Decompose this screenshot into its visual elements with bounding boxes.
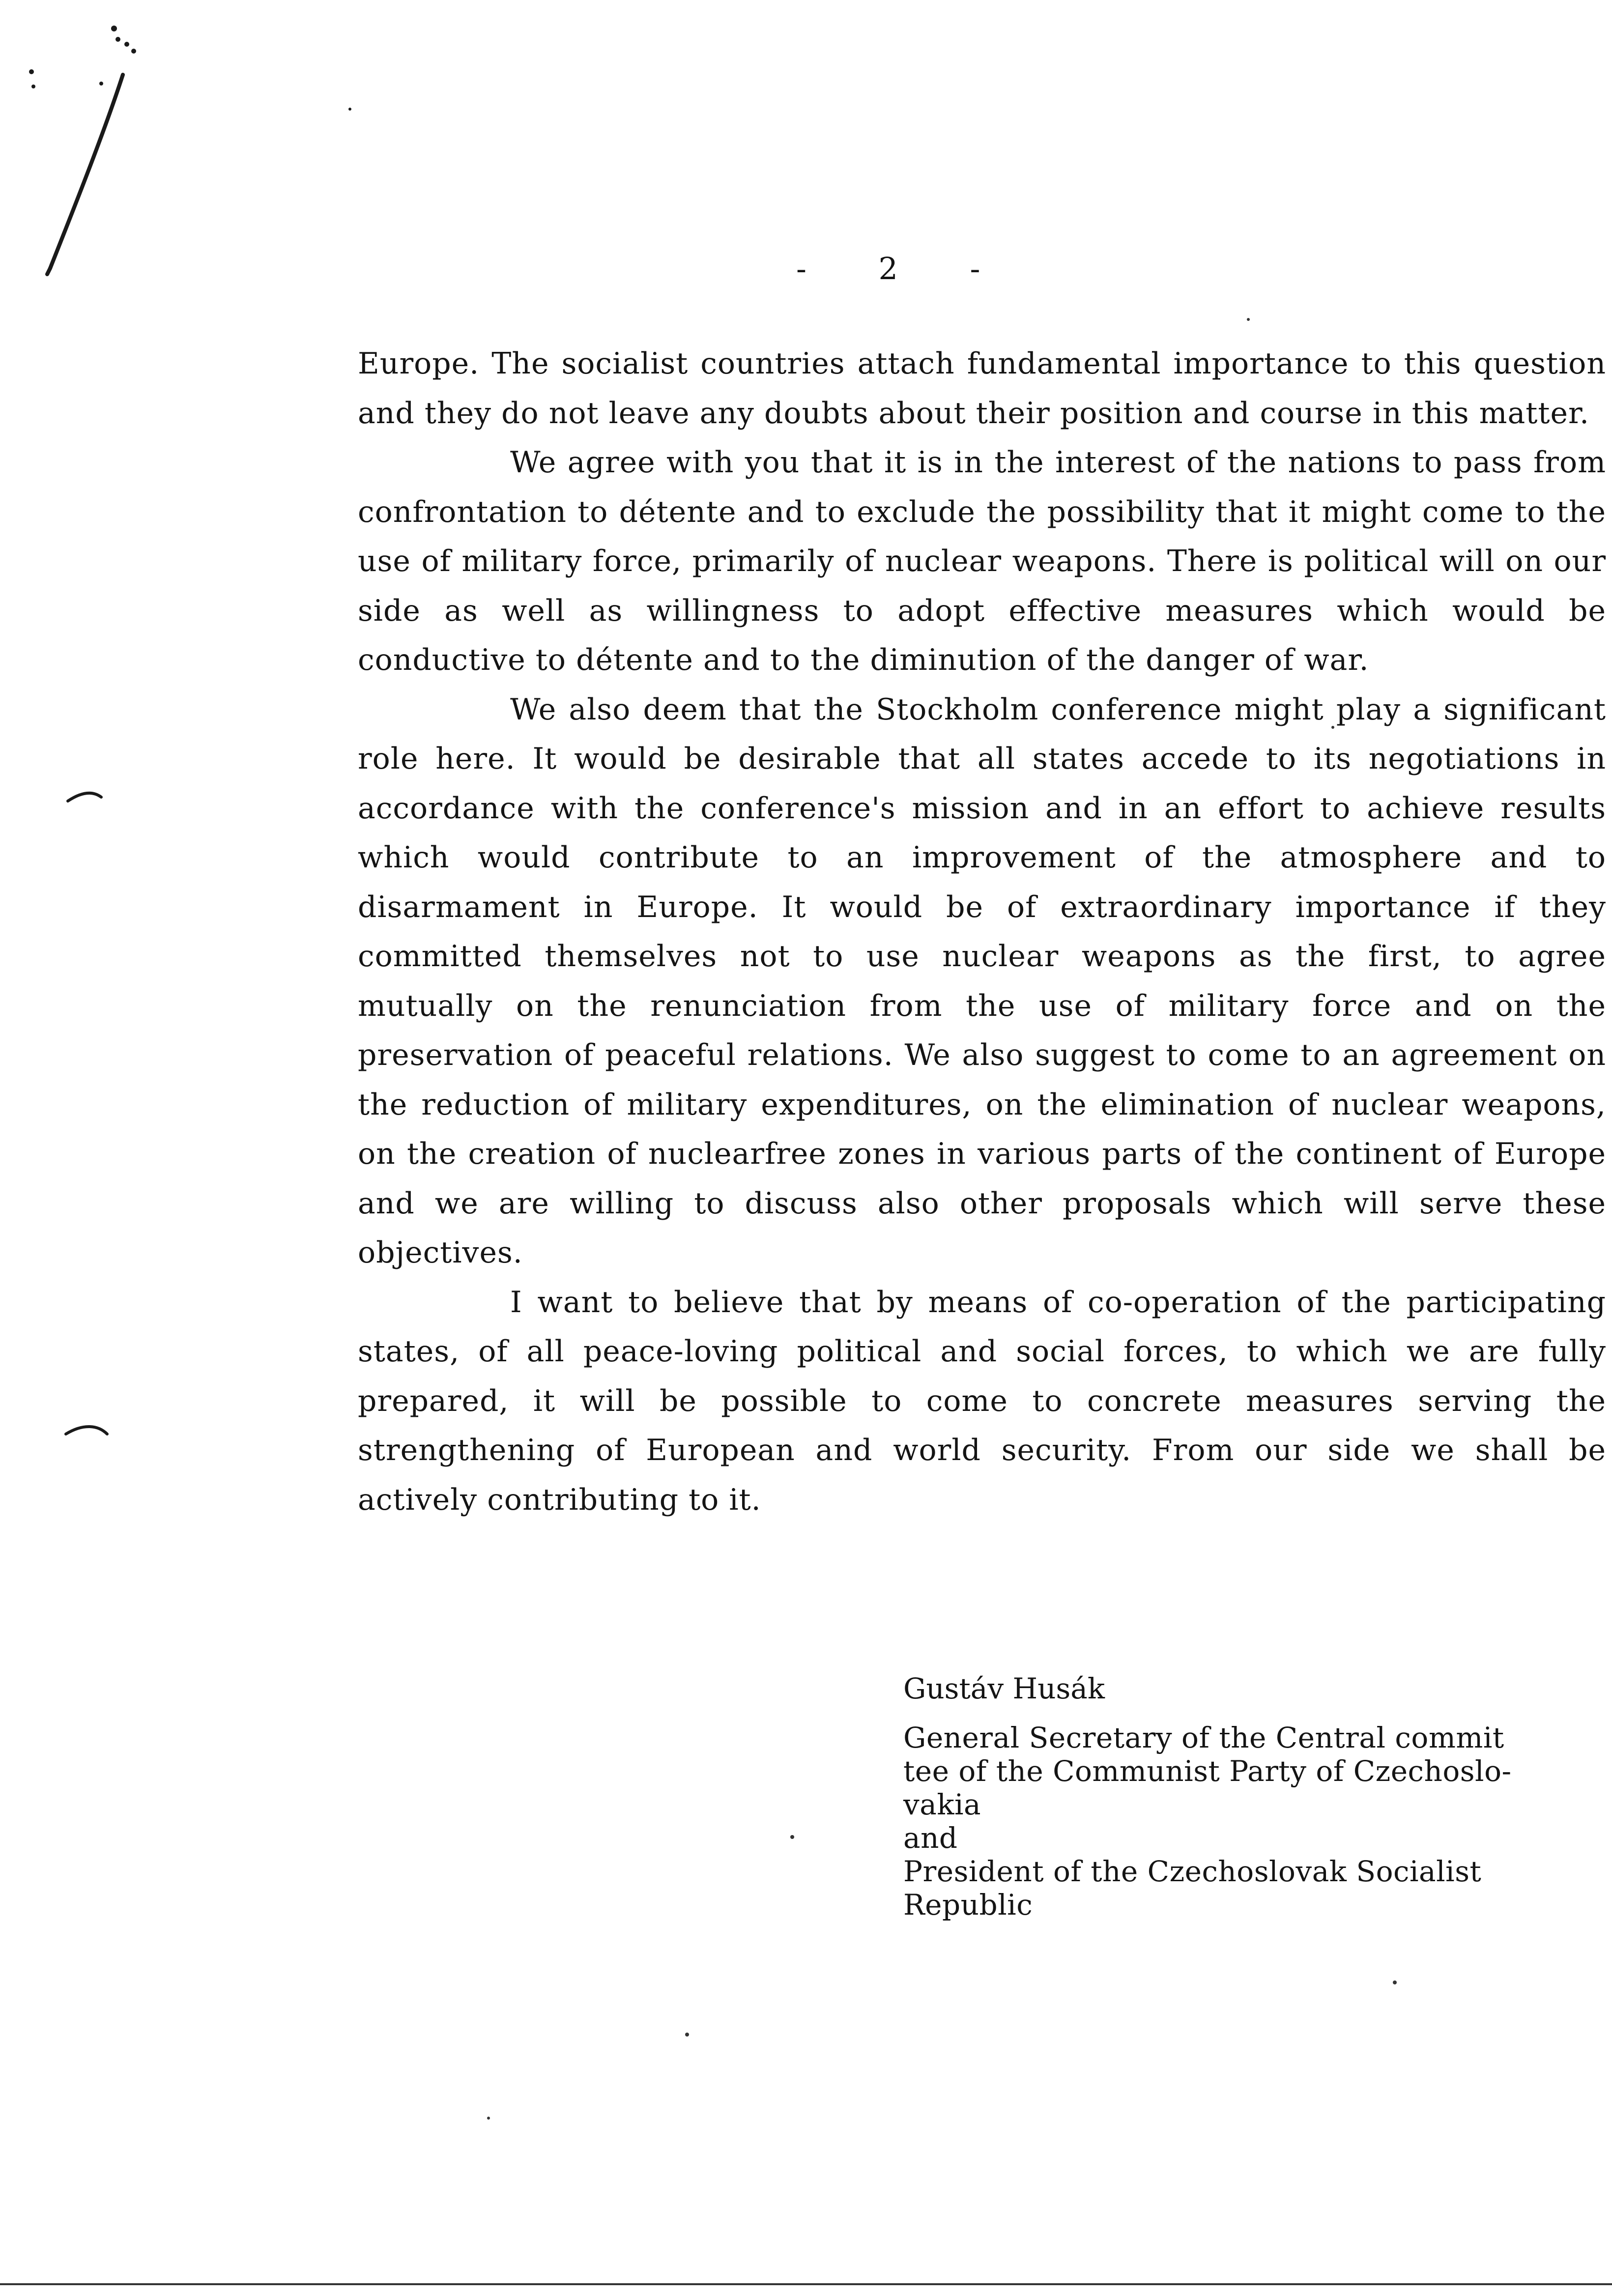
paragraph: We agree with you that it is in the interest of the nations to pass from confrontation to détente and to exclude the possibility that it might come to the use of military force, primarily of nuclear weapons. There is political will on our side as well as willingness to adopt effective measures which would be conductive to détente and to the diminution of the danger of war. [358,445,1606,677]
signatory-title-line: vakia [903,1788,981,1821]
bottom-scan-edge [0,2283,1612,2285]
paragraph: I want to believe that by means of co-operation of the participating states, of all peace-loving political and social forces, to which we are fully prepared, it will be possible to come to concrete measures serving the strengthening of European and world security. From our side we shall be actively contributing to it. [358,1285,1606,1517]
paragraph: Europe. The socialist countries attach fundamental importance to this question and they do not leave any doubts about their position and course in this matter. [358,346,1606,430]
page-number: - 2 - [796,251,984,287]
signatory-title-line: President of the Czechoslovak Socialist [903,1855,1482,1888]
signatory-title-line: Republic [903,1888,1033,1922]
margin-hooks [66,793,107,1434]
signatory-name: Gustáv Husák [903,1672,1105,1705]
signature-block [903,1671,1611,1922]
corner-specks [29,26,351,111]
letter-body [358,339,1606,1524]
signatory-title-line: General Secretary of the Central commit [903,1721,1504,1754]
signatory-title-line: tee of the Communist Party of Czechoslo- [903,1754,1512,1788]
paragraph: We also deem that the Stockholm conference might play a significant role here. It would be desirable that all states accede to its negotiations in accordance with the conference's mission and in an effort to achieve results which would contribute to an improvement of the atmosphere and to disarmament in Europe. It would be of extraordinary importance if they committed themselves not to use nuclear weapons as the first, to agree mutually on the renunciation from the use of military force and on the preservation of peaceful relations. We also suggest to come to an agreement on the reduction of military expenditures, on the elimination of nuclear weapons, on the creation of nuclearfree zones in various parts of the continent of Europe and we are willing to discuss also other proposals which will serve these objectives. [358,692,1606,1270]
signatory-title-line: and [903,1821,958,1855]
margin-pen-stroke [47,75,123,274]
